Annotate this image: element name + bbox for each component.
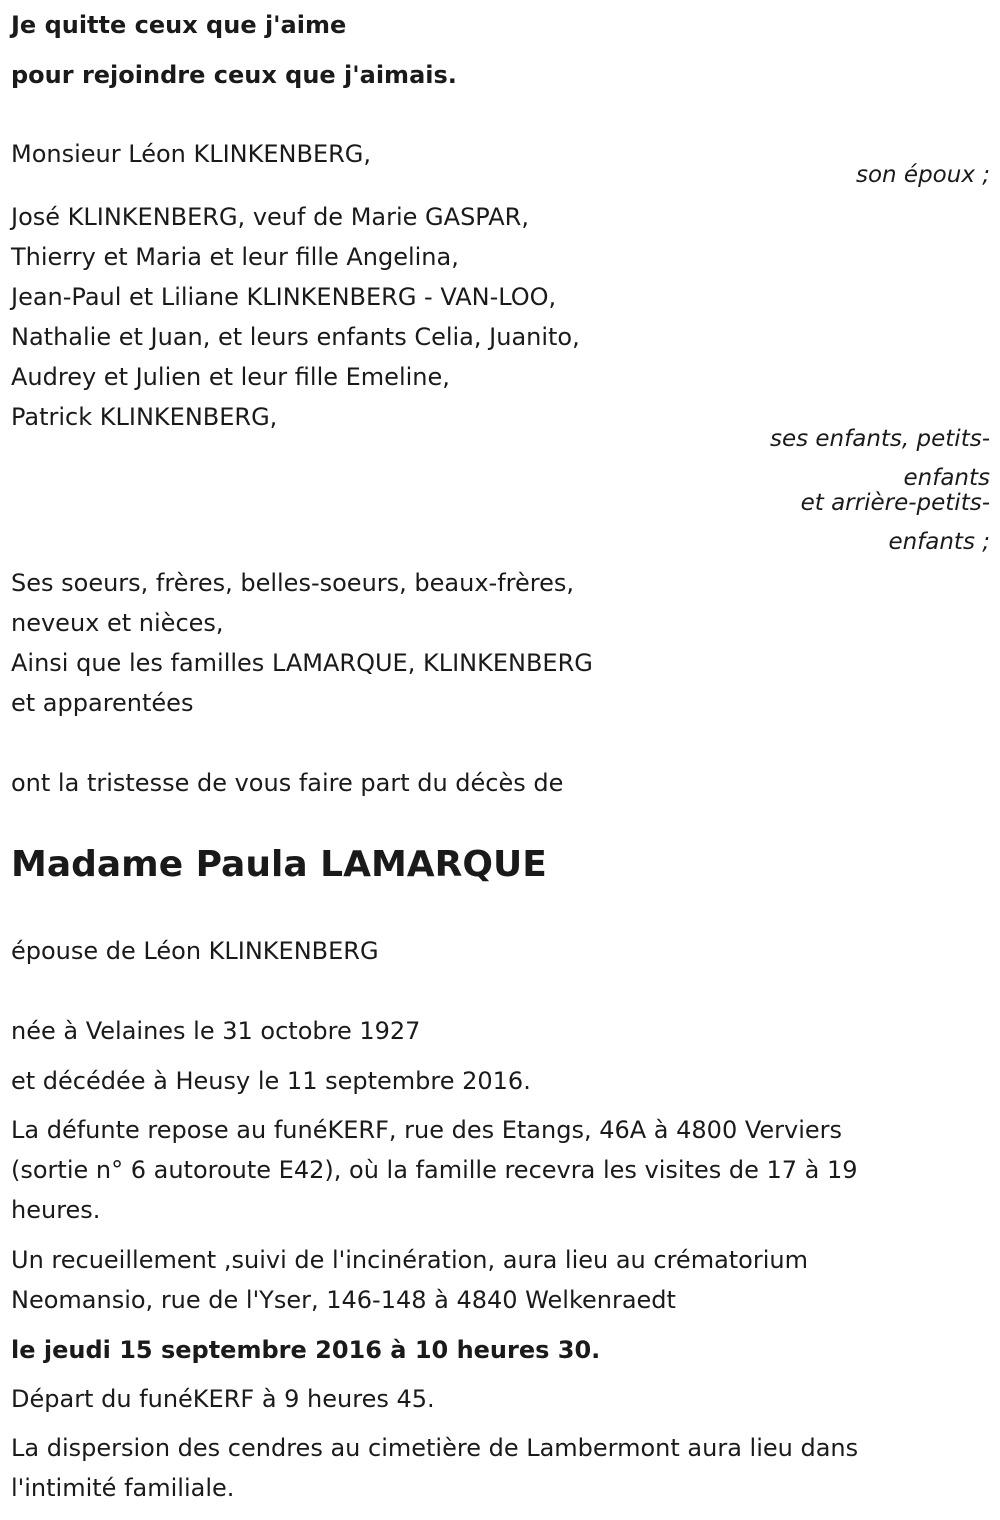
child-line-3: Jean-Paul et Liliane KLINKENBERG - VAN-LOO,: [11, 283, 557, 311]
rest-line-2: (sortie n° 6 autoroute E42), où la famille recevra les visites de 17 à 19: [11, 1156, 858, 1184]
dispersion-line-1: La dispersion des cendres au cimetière de Lambermont aura lieu dans: [11, 1434, 859, 1462]
death-info: et décédée à Heusy le 11 septembre 2016.: [11, 1067, 531, 1095]
announcement: ont la tristesse de vous faire part du décès de: [11, 769, 564, 797]
children-role-3: et arrière-petits-: [800, 490, 990, 516]
child-line-4: Nathalie et Juan, et leurs enfants Celia, Juanito,: [11, 323, 580, 351]
ceremony-line-1: Un recueillement ,suivi de l'incinération, aura lieu au crématorium: [11, 1246, 808, 1274]
family-line-4: et apparentées: [11, 689, 194, 717]
family-line-1: Ses soeurs, frères, belles-soeurs, beaux-frères,: [11, 569, 574, 597]
child-line-2: Thierry et Maria et leur fille Angelina,: [11, 243, 459, 271]
quote-line-1: Je quitte ceux que j'aime: [11, 11, 347, 39]
children-role-4: enfants ;: [888, 529, 990, 555]
spouse-of: épouse de Léon KLINKENBERG: [11, 937, 379, 965]
family-line-2: neveux et nièces,: [11, 609, 224, 637]
birth-info: née à Velaines le 31 octobre 1927: [11, 1017, 421, 1045]
children-role-1: ses enfants, petits-: [769, 426, 990, 452]
child-line-1: José KLINKENBERG, veuf de Marie GASPAR,: [11, 203, 529, 231]
dispersion-line-2: l'intimité familiale.: [11, 1474, 235, 1502]
departure-info: Départ du funéKERF à 9 heures 45.: [11, 1385, 435, 1413]
spouse-role: son époux ;: [855, 162, 990, 188]
family-line-3: Ainsi que les familles LAMARQUE, KLINKENBERG: [11, 649, 593, 677]
children-role-2: enfants: [903, 465, 990, 491]
quote-line-2: pour rejoindre ceux que j'aimais.: [11, 61, 457, 89]
deceased-name: Madame Paula LAMARQUE: [11, 844, 547, 885]
child-line-5: Audrey et Julien et leur fille Emeline,: [11, 363, 450, 391]
ceremony-line-2: Neomansio, rue de l'Yser, 146-148 à 4840 Welkenraedt: [11, 1286, 676, 1314]
child-line-6: Patrick KLINKENBERG,: [11, 403, 278, 431]
rest-line-1: La défunte repose au funéKERF, rue des Etangs, 46A à 4800 Verviers: [11, 1116, 843, 1144]
ceremony-date: le jeudi 15 septembre 2016 à 10 heures 30.: [11, 1336, 601, 1364]
rest-line-3: heures.: [11, 1196, 101, 1224]
spouse-name: Monsieur Léon KLINKENBERG,: [11, 140, 372, 168]
